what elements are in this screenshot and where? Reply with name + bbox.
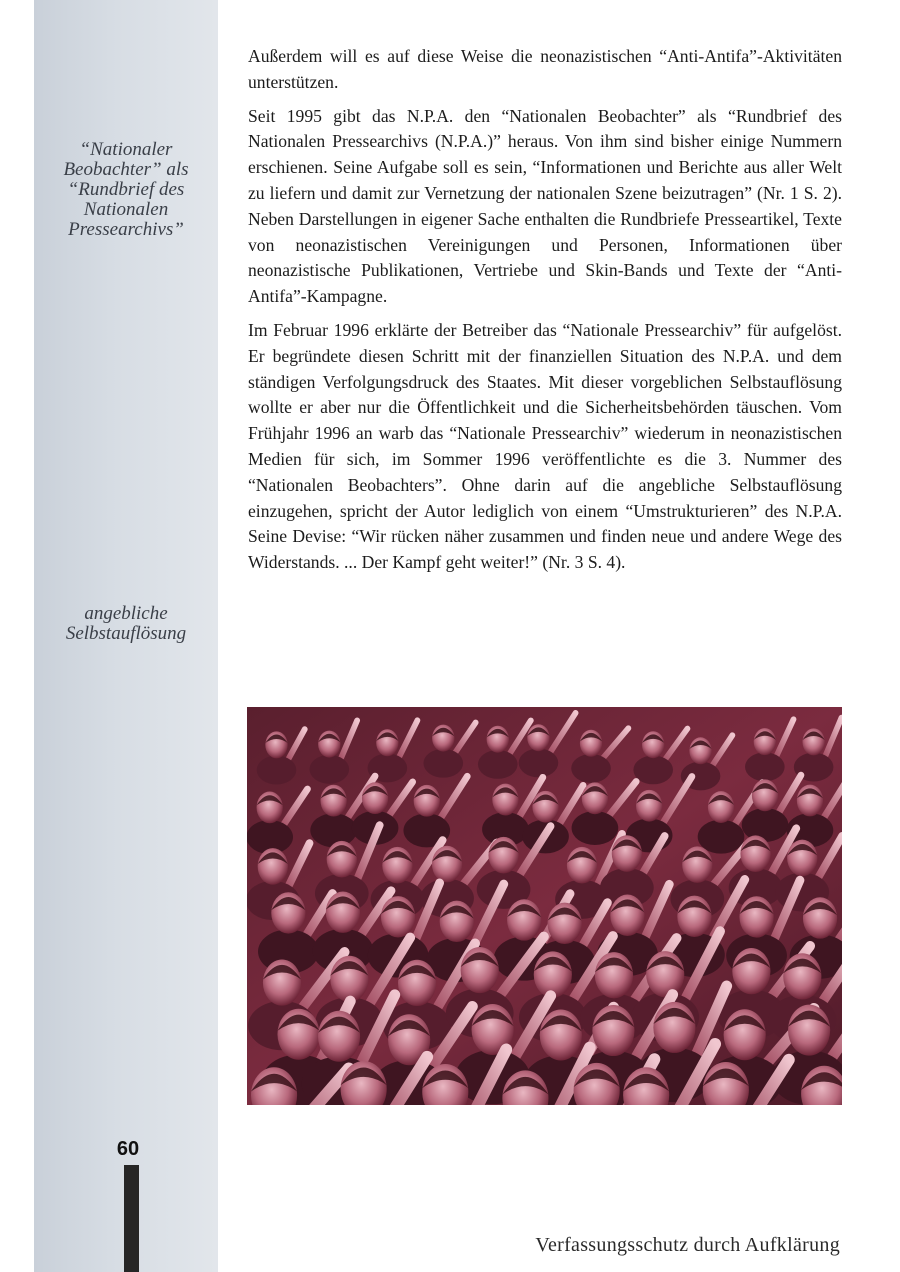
person-body — [519, 749, 559, 778]
person-body — [310, 813, 357, 847]
crowd-photo-image — [247, 707, 842, 1105]
person-body — [257, 756, 297, 785]
person-body — [698, 820, 745, 854]
paragraph: Außerdem will es auf diese Weise die neonazistischen “Anti-Antifa”-Aktivitäten unterstützen. — [248, 46, 842, 92]
paragraph: Seit 1995 gibt das N.P.A. den “Nationalen Beobachter” als “Rundbrief des Nationalen Pressearchivs (N.P.A.)” heraus. Von ihm sind bisher einige Nummern erschienen. Seine Aufgabe soll es sein, “Informationen und Berichte aus aller Welt zu liefern und damit zur Vernetzung der nationalen Szene beizutragen” (Nr. 1 S. 2). Neben Darstellungen in eigener Sache enthalten die Rundbriefe Presseartikel, Texte von neonazistischen Vereinigungen und Personen, Informationen über neonazistische Publikationen, Vertriebe und Skin-Bands und Texte der “Anti-Antifa”-Kampagne. — [248, 105, 842, 307]
margin-note-nationaler-beobachter: “Nationaler Beobachter” als “Rundbrief des Nationalen Pressearchivs” — [63, 139, 189, 240]
page-marker-bar — [124, 1165, 139, 1272]
person-body — [572, 811, 619, 845]
person-body — [423, 749, 463, 778]
crowd-photo — [247, 707, 842, 1105]
article-body — [248, 44, 842, 584]
page-number: 60 — [116, 1138, 140, 1160]
person-body — [310, 755, 350, 784]
paragraph: Im Februar 1996 erklärte der Betreiber das “Nationale Pressearchiv” für aufgelöst. Er begründete diesen Schritt mit der finanziellen Situation des N.P.A. und dem ständigen Verfolgungsdruck des Staates. Mit dieser vorgeblichen Selbstauflösung wollte er aber nur die Öffentlichkeit und die Sicherheitsbehörden täuschen. Vom Frühjahr 1996 an warb das “Nationale Pressearchiv” wiederum in neonazistischen Medien für sich, im Sommer 1996 veröffentlichte es die 3. Nummer des “Nationalen Beobachters”. Ohne darin auf die angebliche Selbstauflösung einzugehen, spricht der Autor lediglich von einem “Umstrukturieren” des N.P.A. Seine Devise: “Wir rücken näher zusammen und finden neue und andere Wege des Widerstands. ... Der Kampf geht weiter!” (Nr. 3 S. 4). — [248, 319, 842, 573]
footer-publication-title: Verfassungsschutz durch Aufklärung — [535, 1234, 840, 1256]
person-body — [478, 750, 518, 779]
person-body — [742, 808, 789, 842]
person-body — [745, 752, 785, 781]
person-body — [571, 754, 611, 783]
person-body — [633, 756, 673, 785]
margin-note-selbstaufloesung: angebliche Selbstauflösung — [65, 603, 187, 644]
